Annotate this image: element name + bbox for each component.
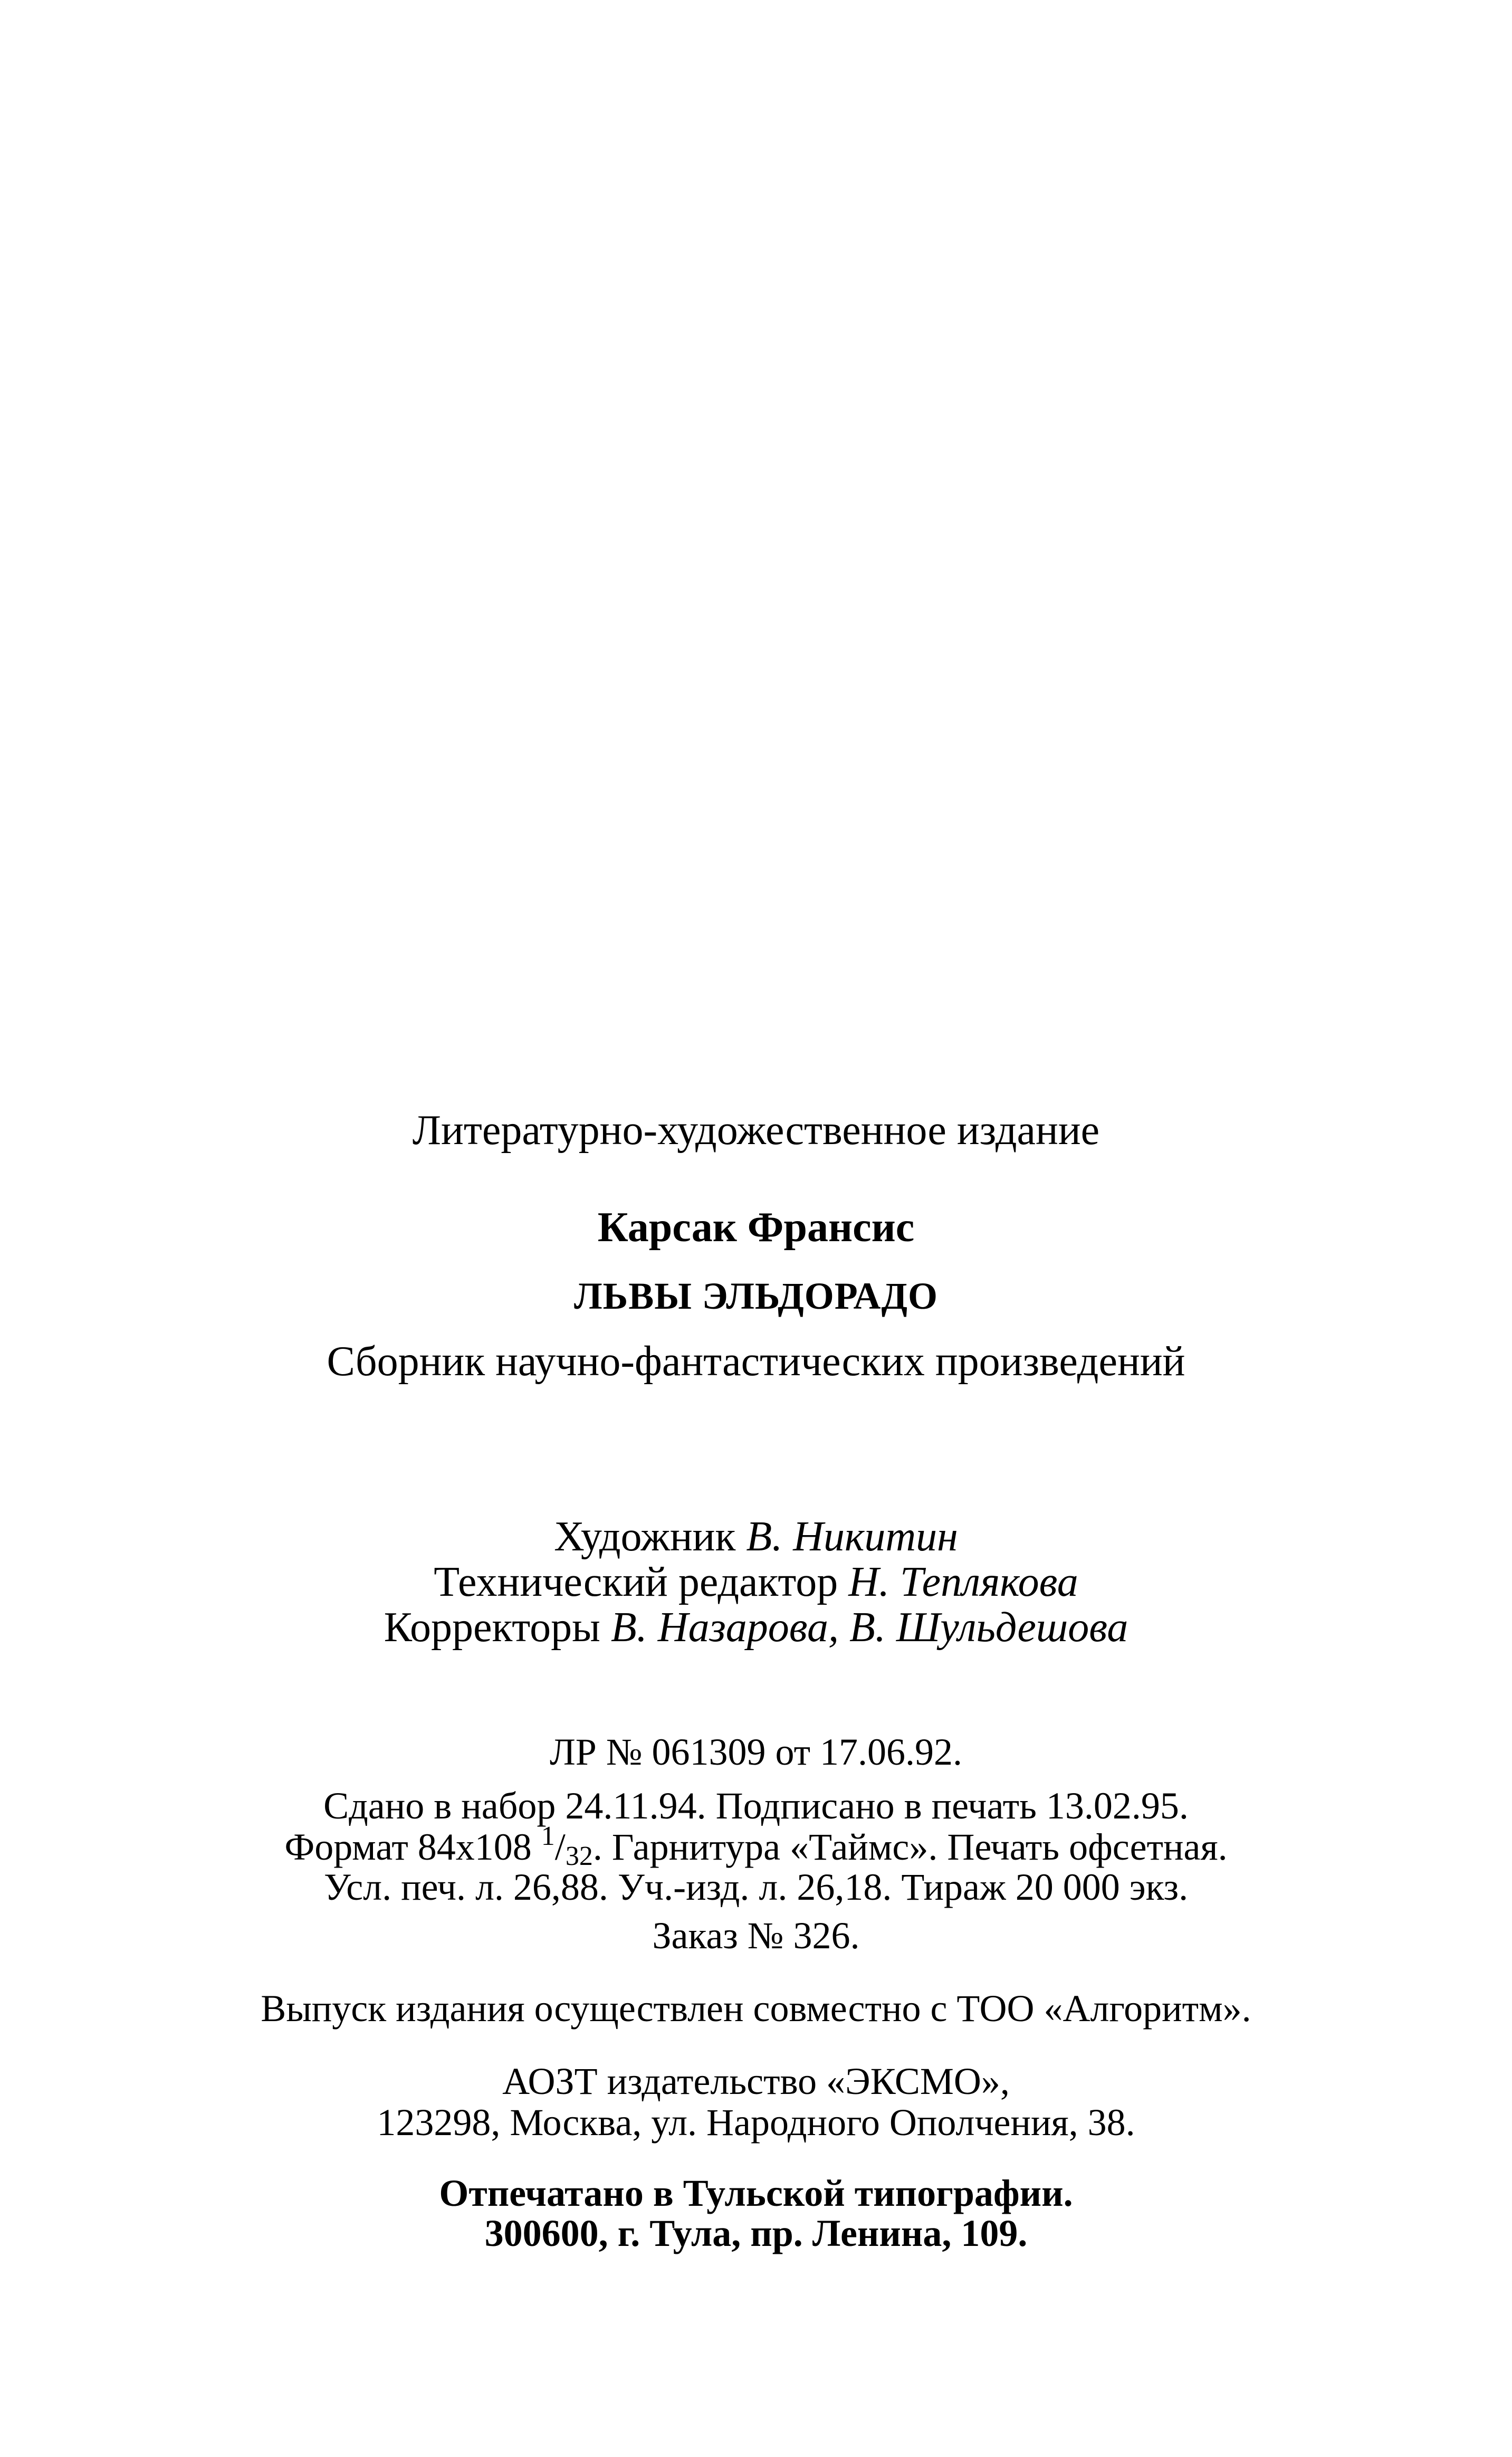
format-fraction-numerator: 1 [541, 1821, 555, 1851]
proofreaders-role: Корректоры [384, 1604, 600, 1651]
print-sheets: Усл. печ. л. 26,88. Уч.-изд. л. 26,18. Тираж 20 000 экз. [323, 1866, 1189, 1908]
credit-tech-editor [0, 1561, 1512, 1603]
format-prefix: Формат 84x108 [284, 1826, 532, 1868]
book-subtitle: Сборник научно-фантастических произведений [327, 1338, 1185, 1385]
print-dates: Сдано в набор 24.11.94. Подписано в печать 13.02.95. [323, 1785, 1189, 1827]
format-suffix: . Гарнитура «Таймс». Печать офсетная. [592, 1826, 1228, 1868]
print-format: Формат 84x108 $^1/_{32}$. Гарнитура «Таймс». Печать офсетная. [284, 1821, 1228, 1871]
artist-name: В. Никитин [746, 1513, 958, 1560]
joint-release: Выпуск издания осуществлен совместно с ТОО «Алгоритм». [261, 1987, 1251, 2030]
author-name: Карсак Франсис [597, 1204, 915, 1251]
credit-artist [0, 1513, 1512, 1560]
order-number: Заказ № 326. [652, 1915, 860, 1957]
proofreaders-names: В. Назарова, В. Шульдешова [610, 1604, 1128, 1651]
edition-type: Литературно-художественное издание [412, 1107, 1100, 1154]
format-fraction-denominator: 32 [565, 1841, 593, 1871]
printer-name: Отпечатано в Тульской типографии. [439, 2172, 1073, 2214]
publisher-address: 123298, Москва, ул. Народного Ополчения, 38. [377, 2101, 1135, 2144]
credit-proofreaders [0, 1606, 1512, 1649]
tech-editor-name: Н. Теплякова [848, 1559, 1078, 1605]
book-title: ЛЬВЫ ЭЛЬДОРАДО [573, 1275, 939, 1317]
artist-role: Художник [554, 1513, 736, 1560]
publisher-name: АОЗТ издательство «ЭКСМО», [502, 2060, 1010, 2102]
tech-editor-role: Технический редактор [434, 1559, 838, 1605]
printer-address: 300600, г. Тула, пр. Ленина, 109. [484, 2212, 1028, 2254]
license-line: ЛР № 061309 от 17.06.92. [549, 1731, 963, 1773]
